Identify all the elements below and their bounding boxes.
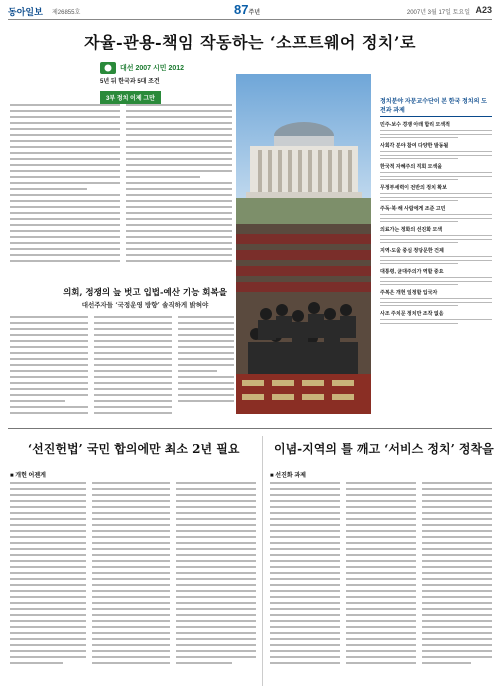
sidebar-item	[380, 184, 492, 201]
series-label: 대선 2007 시민 2012	[120, 65, 185, 72]
body-text-col-5	[178, 316, 234, 406]
sub-headline-2: 대선주자들 ‘국정운영 방향’ 솔직하게 밝혀야	[81, 301, 209, 309]
sidebar-item	[380, 310, 492, 324]
sidebar-item-head: 대통령, 균대주의가 역할 중요	[380, 269, 444, 275]
newspaper-logo: 동아일보	[8, 7, 43, 17]
assembly-photo	[236, 74, 371, 414]
body-text-col-3	[10, 316, 88, 418]
bottom-text-col-5	[346, 482, 416, 668]
anniversary-suffix: 주년	[248, 10, 261, 16]
sidebar-item-head: 지역-도울 중심 정당문한 건제	[380, 248, 444, 254]
sidebar-item-head: 무정부세력이 전반의 정치 확보	[380, 185, 447, 191]
sidebar-item	[380, 205, 492, 222]
sidebar-item	[380, 121, 492, 138]
issue-number: 제26855호	[52, 10, 81, 16]
sidebar-item-head: 사회각 분야 참여 다양한 발동될	[380, 143, 449, 149]
sidebar-title: 정치분야 자문교수단이 본 한국 정치의 도전과 과제	[380, 96, 492, 117]
anniversary-number: 87	[234, 2, 249, 17]
bottom-text-col-1	[10, 482, 86, 668]
publication-date: 2007년 3월 17일 토요일	[406, 10, 470, 16]
bottom-text-col-4	[270, 482, 340, 668]
sidebar-item	[380, 289, 492, 306]
series-tag: 3부 정치 이제 그만	[100, 91, 161, 104]
bottom-left-headline: ‘선진헌법’ 국민 합의에만 최소 2년 필요	[28, 442, 240, 456]
sidebar-item	[380, 142, 492, 159]
sidebar-panel	[380, 96, 492, 456]
sidebar-item	[380, 268, 492, 285]
bottom-left-tag: ■ 개헌 어젠게	[10, 473, 46, 479]
sidebar-item-head: 주독·북·해 사람에게 조준 고민	[380, 206, 446, 212]
page-headline: 자율-관용-책임 작동하는 ‘소프트웨어 정치’로	[84, 33, 416, 52]
body-text-col-2	[126, 104, 232, 266]
page-number: A23	[475, 5, 492, 15]
column-divider	[262, 436, 263, 686]
anniversary-badge	[234, 2, 260, 17]
sidebar-item-head: 민주-보수 경쟁 아래 합리 모색적	[380, 122, 451, 128]
sidebar-item	[380, 226, 492, 243]
sidebar-item	[380, 163, 492, 180]
section-divider	[8, 428, 492, 429]
body-text-col-1	[10, 104, 120, 266]
bottom-text-col-3	[176, 482, 256, 668]
sidebar-item-head: 주복은 개헌 일정할 입국자	[380, 290, 438, 296]
sidebar-item	[380, 247, 492, 264]
masthead	[8, 4, 492, 20]
bottom-right-headline: 이념-지역의 틀 깨고 ‘서비스 정치’ 정착을	[274, 442, 494, 456]
sidebar-item-head: 한국적 자혜주의 직회 모색을	[380, 164, 443, 170]
series-box	[100, 62, 232, 104]
bottom-text-col-2	[92, 482, 170, 668]
sub-headline: 의회, 정쟁의 늪 벗고 입법-예산 기능 회복을	[63, 288, 227, 298]
bottom-text-col-6	[422, 482, 492, 668]
series-logo-icon	[100, 62, 116, 74]
bottom-right-tag: ■ 선진화 과제	[270, 473, 306, 479]
sidebar-item-head: 사조 주치문 정치만 조작 없음	[380, 311, 444, 317]
body-text-col-4	[94, 316, 172, 418]
sidebar-item-head: 의료가는 정화의 선진화 모색	[380, 227, 443, 233]
series-subtitle: 5년 뒤 한국과 5대 조건	[100, 79, 160, 85]
